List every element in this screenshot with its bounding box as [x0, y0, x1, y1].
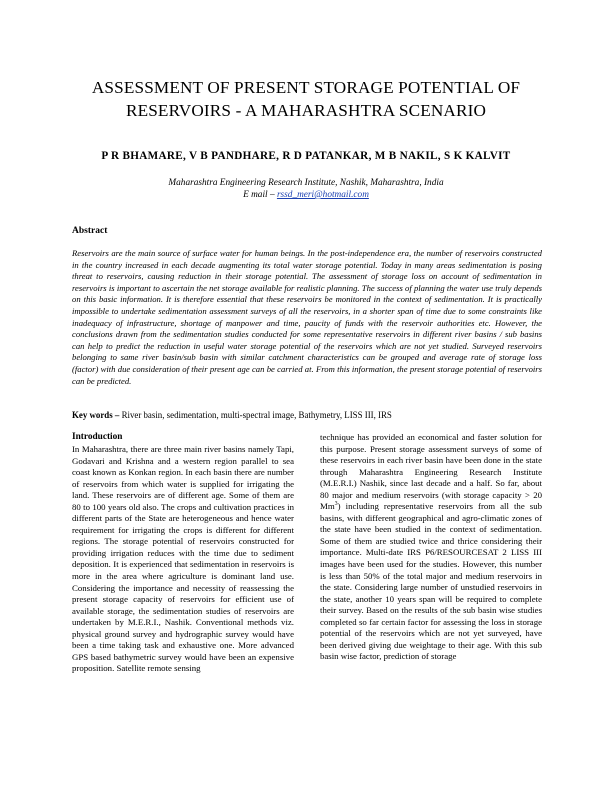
affiliation-block [60, 177, 552, 201]
email-link[interactable]: rssd_meri@hotmail.com [276, 190, 369, 200]
email-label: E mail – [243, 190, 277, 200]
paper-title-line-2: RESERVOIRS - A MAHARASHTRA SCENARIO [125, 101, 487, 120]
keywords-text: River basin, sedimentation, multi-spectral image, Bathymetry, LISS III, IRS [121, 410, 392, 420]
right-column-text-b: ) including representative reservoirs from all the sub basins, with different geographical and agro-climatic zones of the state have been studied in the context of sedimentation. Some of them are studied twice and thrice considering their importance. Multi-date IRS P6/RESOURCESAT 2 LISS III images have been used for the studies. However, this number is less than 50% of the total major and medium reservoirs in the state. Considering large number of unstudied reservoirs in the state, another 10 years span will be required to complete their survey. Based on the results of the sub basin wise studies completed so far certain factor for assessing the loss in storage potential of the reservoirs which are not yet surveyed, have been derived giving due weightage to their age. With this sub basin wise factor, prediction of storage [320, 501, 542, 662]
email-line [60, 189, 552, 201]
introduction-heading: Introduction [72, 432, 123, 442]
affiliation: Maharashtra Engineering Research Institute, Nashik, Maharashtra, India [168, 178, 444, 188]
abstract-text: Reservoirs are the main source of surface water for human beings. In the post-independence era, the number of reservoirs constructed in the country increased in each decade augmenting its total water storage potential. Today in many areas sedimentation is posing threat to reservoirs, causing reduction in their storage potential. The assessment of storage loss on account of sedimentation in reservoirs is important to ascertain the net storage available for realistic planning. The success of planning the water use truly depends on this basic information. It is therefore essential that these reservoirs be monitored in the context of sedimentation. It is practically impossible to undertake sedimentation assessment surveys of all the reservoirs, in a shorter span of time due to some constraints like inadequacy of infrastructure, shortage of manpower and time, paucity of funds with the reservoir authorities etc. However, the conclusions drawn from the sedimentation studies conducted for some representative reservoirs in different river basins / sub basins can help to predict the reduction in useful water storage potential of the reservoirs which are not yet studied. Surveyed reservoirs belonging to same river basin/sub basin with similar catchment characteristics can be grouped and average rate of storage loss (factor) with due consideration of their present age can be carried at. From this information, the present storage potential of reservoirs can be predicted. [72, 248, 542, 386]
introduction-left-column [72, 444, 294, 675]
keywords-label: Key words – [72, 410, 122, 420]
keywords-line [72, 409, 542, 421]
introduction-paragraph-right [320, 432, 542, 663]
right-column-text-a: technique has provided an economical and faster solution for this purpose. Present storage assessment surveys of some of these reservoirs in each river basin have been done in the state through Maharashtra Engineering Research Institute (M.E.R.I.) Nashik, since last decade and a half. So far, about 80 major and medium reservoirs (with storage capacity > 20 Mm [320, 432, 542, 512]
introduction-right-column [320, 432, 542, 663]
paper-title-line-1: ASSESSMENT OF PRESENT STORAGE POTENTIAL OF [91, 78, 521, 97]
abstract-heading: Abstract [72, 226, 108, 236]
superscript-3: 3 [334, 501, 338, 508]
author-list: P R BHAMARE, V B PANDHARE, R D PATANKAR, M B NAKIL, S K KALVIT [101, 150, 511, 162]
introduction-paragraph-left: In Maharashtra, there are three main river basins namely Tapi, Godavari and Krishna and a western region parallel to sea coast known as Konkan region. In each basin there are number of reservoirs from which water is supplied for irrigating the land. These reservoirs are of different age. Some of them are 80 to 100 years old also. The crops and cultivation practices in different parts of the State are heterogeneous and hence water requirement for irrigating the crops is different for different regions. The storage potential of reservoirs constructed for providing irrigation reduces with the time due to sediment deposition. It is experienced that sedimentation in reservoirs is more in the area where agriculture is dominant land use. Considering the importance and necessity of reassessing the present storage capacity of reservoirs for efficient use of available storage, the sedimentation studies of reservoirs are undertaken by M.E.R.I., Nashik. Conventional methods viz. physical ground survey and hydrographic survey would have been a time taking task and exhaustive one. More advanced GPS based bathymetric survey would have been an expensive proposition. Satellite remote sensing [72, 444, 294, 674]
